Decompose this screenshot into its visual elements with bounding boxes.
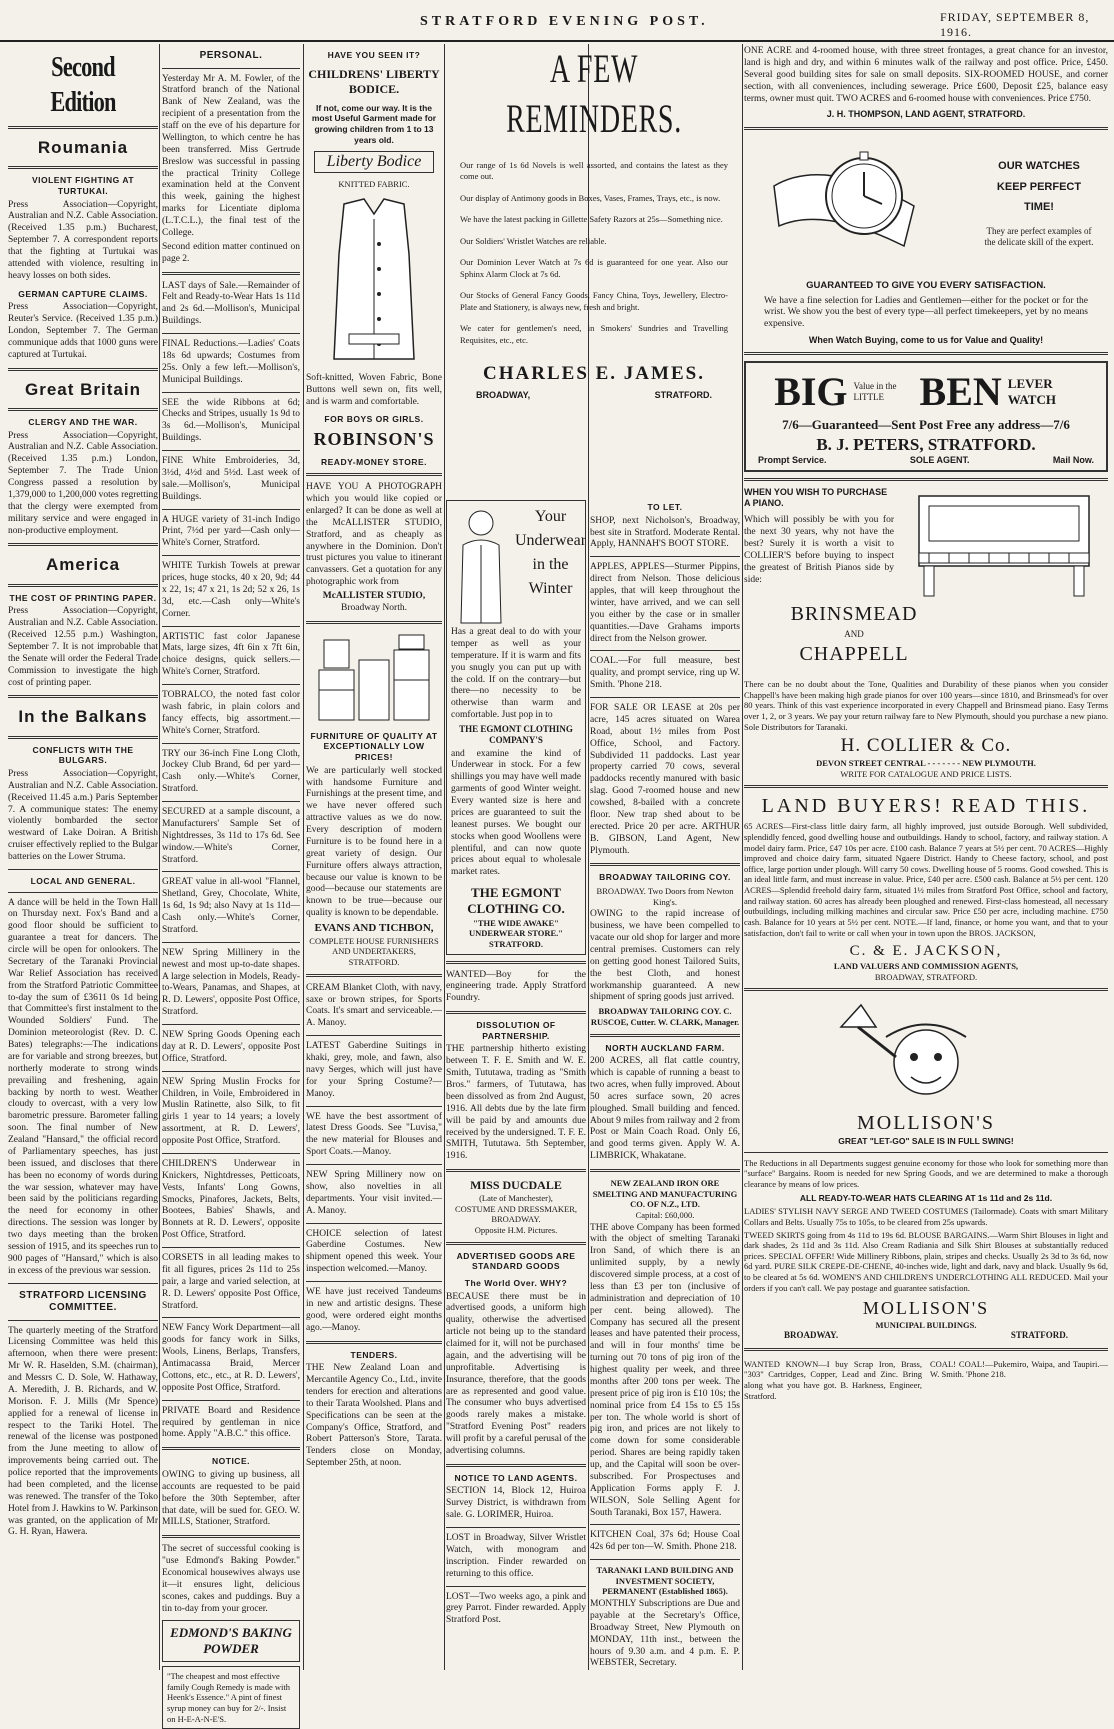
watch-footer: When Watch Buying, come to us for Value and Quality!	[808, 335, 1044, 346]
iron-ore-text: THE above Company has been formed with the object of smelting Taranaki Iron Sand, of which there is an unlimited supply, by a newly discovered simple process, at a cost of less than £3 per ton (inclusive of administration and depreciation of 10 per cent. being allowed). The Company has secured all the present leases and have patented their process, and will in four months' time be turning out 70 tons of pig iron of the highest quality per week, and three months after 200 tons per week. The present price of pig iron is £10 10s; the nominal price from £4 15s to £5 15s per ton. The whole world is short of pig iron, and prices are not likely to come down for some considerable period. Shares are being rapidly taken up, and the Capital will soon be over-subscribed. For Prospectuses and Application Forms apply F. J. WILSON, Sole Selling Agent for South Taranaki, Box 157, Hawera.	[590, 1222, 740, 1518]
column-classifieds	[590, 496, 740, 1670]
land-buyers-text: 65 ACRES—First-class little dairy farm, all highly improved, just outside Borough. Well subdivided, splendidly fenced, good dwelling house and outbuildings. Handy to school, factory, and railway station. A model dairy farm. Price, £47 10s per acre. £100 cash. Balance 7 years at 5½ per cent. 70 ACRES—Highly improved and choice dairy farm, situated Ngaere District. Handy to Cheese factory, school, and post office, large portion under plough. Will carry 50 cows. Dwelling house of 5 rooms. Good cowshed. This is an ideal little farm, and must increase in value. Price, £40 per acre. £500 cash. Balance at 5½ per cent. 120 ACRES—Splendid freehold dairy farm, situated 1½ miles from Stratford Post Office, school and factory, and railway station. 60 acres has already been ploughed and renewed. First-class homestead, all necessary outbuildings, including milking machines and circular saw. Price £50 per acre, including machine. £750 cash. Balance for 10 years at 5½ per cent. NOTE.—If land, finance, or home you want, and that to your satisfaction, don't fail to write or call when your in town upon the BROS. JACKSON,	[744, 821, 1108, 938]
divider	[446, 1169, 586, 1172]
divider	[744, 988, 1108, 991]
jackson-trade: LAND VALUERS AND COMMISSION AGENTS,	[833, 960, 1019, 971]
divider	[162, 68, 300, 69]
classified-ad: PRIVATE Board and Residence required by gentleman in nice home. Apply "A.B.C." this office.	[162, 1405, 300, 1440]
divider	[590, 650, 740, 651]
big-ben-footer	[750, 455, 1102, 466]
classified-ad: FINE White Embroideries, 3d, 3½d, 4½d and 5½d. Last week of sale.—Mollison's, Municipal Buildings.	[162, 456, 300, 502]
second-edition-note: Second edition matter continued on page 2.	[162, 241, 300, 264]
divider	[744, 478, 1108, 481]
classified-ad: TRY our 36-inch Fine Long Cloth, Jockey Club Brand, 6d per yard—Cash only.—White's Corner, Stratford.	[162, 748, 300, 795]
liberty-bodice-heading: CHILDRENS' LIBERTY BODICE.	[308, 66, 440, 96]
liberty-bodice-body: Soft-knitted, Woven Fabric, Bone Buttons well sewn on, fits well, and is warm and comfortable.	[306, 372, 442, 407]
tailoring-location: BROADWAY. Two Doors from Newton King's.	[596, 886, 734, 907]
piano-ad	[744, 487, 1108, 677]
paper-headline: THE COST OF PRINTING PAPER.	[9, 592, 157, 603]
ducdale-address: BROADWAY.	[491, 1214, 541, 1225]
big-ben-ad	[744, 361, 1108, 472]
roumania-heading: Roumania	[37, 138, 129, 157]
classified-ad: NEW Spring Muslin Frocks for Children, in Voile, Embroidered in Muslin Ratinette, also Silk, to fit girls 1 year to 14 years; a lovely assortment, at R. D. Lewers', opposite Post Office, Stratford.	[162, 1076, 300, 1146]
to-let-text: SHOP, next Nicholson's, Broadway, best site in Stratford. Moderate Rental. Apply, HANNAH'S BOOT STORE.	[590, 515, 740, 550]
america-heading: America	[45, 555, 121, 575]
jackson-address: BROADWAY, STRATFORD.	[874, 971, 978, 982]
lever-watch: LEVER WATCH	[1007, 376, 1056, 408]
lost-parrot: LOST—Two weeks ago, a pink and grey Parrot. Finder rewarded. Apply Stratford Post.	[446, 1591, 586, 1626]
divider	[590, 863, 740, 866]
reminders-heading: A FEW REMINDERS.	[506, 46, 682, 141]
piano-body: There can be no doubt about the Tone, Qualities and Durability of these pianos when you consider Chappell's have been making high grade pianos for over 100 years—since 1810, and Brinsmead's for over 80 years. Think of this vast experience incorporated in every Chappell and Brinsmead piano. Easy Terms over 1, 2, or 3 years. We pay your return railway fare to New Plymouth, should you purchase a new piano. Sole Distributors for Taranaki.	[744, 679, 1108, 732]
wanted-scrap: WANTED KNOWN—I buy Scrap Iron, Brass, "303" Cartridges, Copper, Lead and Zinc. Bring along what you have got. B. Harkness, Engineer, Stratford.	[744, 1358, 922, 1401]
divider	[744, 127, 1108, 130]
coal-ad: COAL.—For full measure, best quality, and prompt service, ring up W. Smith. 'Phone 218.	[590, 656, 740, 691]
classified-ad: A HUGE variety of 31-inch Indigo Print, 7½d per yard—Cash only—White's Corner, Stratford.	[162, 514, 300, 549]
land-buyers-heading: LAND BUYERS! READ THIS.	[761, 795, 1091, 818]
divider	[446, 1242, 586, 1245]
james-stratford: STRATFORD.	[654, 389, 712, 400]
manoy-ad: NEW Spring Millinery now on show, also novelties in all departments. Your visit invited.—A. Manoy.	[306, 1170, 442, 1216]
mollisons-buildings: MUNICIPAL BUILDINGS.	[875, 1319, 977, 1330]
divider	[8, 126, 158, 129]
manoy-ad: WE have just received Tandeums in new and artistic designs. These good, were ordered eight months ago.—Manoy.	[306, 1287, 442, 1333]
taranaki-society-heading: TARANAKI LAND BUILDING AND INVESTMENT SOCIETY, PERMANENT (Established 1865).	[596, 1565, 734, 1597]
divider	[744, 1348, 1108, 1351]
iron-ore-heading: NEW ZEALAND IRON ORE SMELTING AND MANUFACTURING CO. OF N.Z., LTD.	[592, 1178, 738, 1210]
bodice-illustration	[319, 194, 429, 369]
column-personal	[162, 44, 300, 1724]
liberty-trade: KNITTED FABRIC.	[338, 179, 410, 190]
ducdale-trade: COSTUME AND DRESSMAKER,	[454, 1203, 578, 1214]
james-address	[446, 386, 742, 405]
mollisons-text: The Reductions in all Departments suggest genuine economy for those who look for something more than "surface" Bargains. Room is needed for new Spring Goods, and we are determined to make a thorough clearance by means of low prices.	[744, 1157, 1108, 1189]
capture-headline: GERMAN CAPTURE CLAIMS.	[18, 288, 148, 299]
robinson-store: READY-MONEY STORE.	[321, 456, 427, 467]
newspaper-title: STRATFORD EVENING POST.	[420, 14, 709, 29]
reminder-item: Our Stocks of General Fancy Goods, Fancy China, Toys, Jewellery, Electro-Plate and Stationery, is always new, fresh and bright.	[460, 290, 728, 312]
underwear-title: Your Underwear in the Winter	[515, 508, 587, 597]
tailoring-text: OWING to the rapid increase of business, we have been compelled to vacate our old shop for larger and more central premises. Customers can rely on getting good honest Tailored Suits, the best Cloth, and honest workmanship guaranteed. A new shipment of spring goods just arrived.	[590, 909, 740, 1003]
ducdale-opposite: Opposite H.M. Pictures.	[474, 1225, 558, 1235]
coal-poles: COAL! COAL!—Pukemiro, Waipa, and Taupiri.—W. Smith. 'Phone 218.	[930, 1358, 1108, 1380]
divider	[8, 368, 158, 371]
local-general-headline: LOCAL AND GENERAL.	[30, 875, 136, 886]
divider	[446, 1011, 586, 1014]
edmonds-logo: EDMOND'S BAKING POWDER	[162, 1620, 300, 1663]
column-egmont	[446, 496, 586, 1670]
reminder-item: We have the latest packing in Gillette Safety Razors at 25s—Something nice.	[460, 214, 723, 225]
divider	[162, 1535, 300, 1538]
notice-heading: NOTICE.	[212, 1456, 250, 1467]
divider	[590, 1524, 740, 1525]
divider	[590, 697, 740, 698]
big-word: BIG	[774, 369, 848, 415]
egmont-text: and examine the kind of Underwear in stock. For a few shillings you may have well made garments of good Winter weight. Every wanted size is here and prices are guaranteed to suit the leanest purses. We bought our stocks when good Woollens were plentiful, and can now quote prices about equal to wholesale market rates.	[451, 748, 581, 878]
divider	[8, 695, 158, 698]
peters-name: B. J. PETERS, STRATFORD.	[816, 434, 1036, 454]
photo-ad-text: HAVE YOU A PHOTOGRAPH which you would like copied or enlarged? It can be done as well at the McALLISTER STUDIO, Stratford, and as cheaply as anywhere in the Dominion. Don't trust pictures you value to itinerant canvassers. Get a quotation for any photographic work from	[306, 482, 442, 588]
advertised-goods-text: BECAUSE there must be in advertised goods, a uniform high quality, otherwise the advertised article not being up to the standard claimed for it, will not be purchased again, and the advertising will be unprofitable. Advertising is Insurance, therefore, that the goods are as represented and good value. The consumer who buys advertised goods rarely makes a mistake. "Stratford Evening Post" readers will profit by a careful perusal of the advertising columns.	[446, 1291, 586, 1456]
licensing-headline: STRATFORD LICENSING COMMITTEE.	[19, 1289, 147, 1313]
boys-girls: FOR BOYS OR GIRLS.	[324, 414, 424, 425]
brinsmead: BRINSMEAD	[790, 603, 918, 626]
watch-heading: OUR WATCHES KEEP PERFECT TIME!	[996, 159, 1082, 214]
divider	[590, 1034, 740, 1037]
sole-agent: SOLE AGENT.	[909, 454, 970, 465]
liberty-bodice-logo: Liberty Bodice	[314, 151, 434, 173]
divider	[8, 408, 158, 411]
mollisons-hats: ALL READY-TO-WEAR HATS CLEARING AT 1s 11d and 2s 11d.	[799, 1192, 1053, 1203]
egmont-slogan: "THE WIDE AWAKE" UNDERWEAR STORE." STRATFORD.	[468, 917, 563, 949]
collier-catalogue: WRITE FOR CATALOGUE AND PRICE LISTS.	[840, 768, 1012, 779]
mcallister-studio: McALLISTER STUDIO,	[322, 591, 426, 601]
classified-ad: CORSETS in all leading makes to fit all figures, prices 2s 11d to 25s pair, a large and varied selection, at R. D. Lewers' opposite Post Office, Stratford.	[162, 1253, 300, 1311]
underwear-ad	[446, 500, 586, 955]
licensing-text: The quarterly meeting of the Stratford Licensing Committee was held this afternoon, when there were present: Mr W. R. Haselden, S.M. (chairman), and Messrs C. D. Sole, W. Hathaway, A. Meredith, J. B. Richards, and W. Morison. F. J. Mills (Mr Spence) applied for a renewal of license in respect to the Tariki Hotel. The renewal of the license was postponed from the June meeting to allow of improvements being carried out. The police reported that the improvements had been completed, and the license was renewed. The transfer of the Toko Hotel from J. Hawkins to W. Parkinson was granted, on the application of Mr G. H. Ryan, Hawera.	[8, 1325, 158, 1538]
classified-ad: LAST days of Sale.—Remainder of Felt and Ready-to-Wear Hats 1s 11d and 2s 6d.—Mollison's, Municipal Buildings.	[162, 280, 300, 327]
bell-ringer-illustration	[816, 997, 1036, 1107]
second-edition-heading: Second Edition	[50, 52, 116, 118]
collier-address: DEVON STREET CENTRAL - - - - - - - NEW PLYMOUTH.	[816, 758, 1036, 768]
mollisons-sale: GREAT "LET-GO" SALE IS IN FULL SWING!	[838, 1136, 1014, 1147]
furniture-headline: FURNITURE OF QUALITY AT EXCEPTIONALLY LOW PRICES!	[310, 730, 438, 762]
masthead	[0, 0, 1114, 42]
divider	[744, 1152, 1108, 1153]
divider	[446, 1527, 586, 1528]
ducdale-name: MISS DUCDALE	[470, 1178, 562, 1193]
divider	[306, 1341, 442, 1344]
divider	[8, 892, 158, 893]
land-notice-text: SECTION 14, Block 12, Huiroa Survey District, is withdrawn from sale. G. LORIMER, Huiroa.	[446, 1486, 586, 1521]
collier-name: H. COLLIER & Co.	[840, 735, 1012, 757]
column-rule	[444, 44, 445, 1670]
clergy-text: Press Association—Copyright, Australian and N.Z. Cable Association. (Received 1.35 p.m.) London, September 7. The Trade Union Congress passed a resolution by 1,379,000 to 1,200,000 votes regretting that the clergy were exempted from military service and were engaged in non-productive employment.	[8, 430, 158, 536]
reminders-list	[446, 144, 742, 362]
divider	[446, 1586, 586, 1587]
evans-town: STRATFORD.	[348, 957, 400, 967]
advertised-goods-sub: The World Over. WHY?	[464, 1277, 568, 1288]
farm-listings: ONE ACRE and 4-roomed house, with three street frontages, a great chance for an investor, land is high and dry, and within 6 minutes walk of the railway and post office. Price, £450. Several good building sites for sale on small deposits. SIX-ROOMED HOUSE, and corner section, with all conveniences, including sewerage. Price £600, Deposit £25, balance easy terms, owner must quit. TWO ACRES and 6-roomed house with conveniences. Price £750.	[744, 46, 1108, 104]
turtukai-text: Press Association—Copyright, Australian and N.Z. Cable Association. (Received 1.35 p.m.) Bucharest, September 7. A correspondent reports that the fighting at Turtukai was attended with violence, resulting in heavy losses on both sides.	[8, 199, 158, 281]
manoy-ad: LATEST Gaberdine Suitings in khaki, grey, mole, and fawn, also navy Serges, which will just have for your Spring Costume?—Manoy.	[306, 1041, 442, 1099]
divider	[446, 1464, 586, 1467]
column-rule	[303, 44, 304, 1670]
underwear-text: Has a great deal to do with your temper as well as your temperature. If it is warm and fits you snugly you can put up with the cold. If on the contrary—but there—no necessity to be otherwise than warm and comfortable. Just pop in to	[451, 627, 581, 721]
thompson-agent: J. H. THOMPSON, LAND AGENT, STRATFORD.	[826, 109, 1026, 120]
classified-ad: SEE the wide Ribbons at 6d; Checks and Stripes, usually 1s 9d to 3s 6d.—Mollison's, Municipal Buildings.	[162, 397, 300, 444]
classified-ad: CHILDREN'S Underwear in Knickers, Nightdresses, Petticoats, Vests, Infants' Long Gowns, Smocks, Pinafores, Jackets, Belts, Bootees, Babies' Shawls, and Bonnets at R. D. Lewers', opposite Post Office, Stratford.	[162, 1158, 300, 1241]
ducdale-origin: (Late of Manchester),	[479, 1193, 553, 1204]
classified-ad: TOBRALCO, the noted fast color wash fabric, in plain colors and fancy effects, big assortment.—White's Corner, Stratford.	[162, 690, 300, 736]
seen-it-heading: HAVE YOU SEEN IT?	[327, 50, 421, 60]
watch-skill: They are perfect examples of the delicate skill of the expert.	[984, 225, 1094, 247]
mollisons-broadway: BROADWAY.	[784, 1330, 839, 1341]
watch-body: We have a fine selection for Ladies and Gentlemen—either for the pocket or for the wrist. We show you the best of every type—all perfect timekeepers, yet by no means expensive.	[764, 295, 1088, 330]
personal-heading: PERSONAL.	[199, 50, 263, 61]
dissolution-text: THE partnership hitherto existing between T. F. E. Smith and W. E. Smith, Tututawa, trading as "Smith Bros." farmers, of Tututawa, has been dissolved as from 2nd August, 1916. All debts due by the late firm will be paid by and amounts due received by the undersigned. T. F. E. SMITH, Tututawa. 5th September, 1916.	[446, 1044, 586, 1162]
charles-james: CHARLES E. JAMES.	[483, 363, 705, 385]
prompt-service: Prompt Service.	[758, 454, 827, 465]
wristwatch-illustration	[764, 146, 954, 266]
classified-ad: NEW Spring Millinery in the newest and most up-to-date shapes. A large selection in Models, Ready-to-Wears, Panamas, and Shapes, at R. D. Lewers', opposite Post Office, Stratford.	[162, 947, 300, 1018]
big-ben-price: 7/6—Guaranteed—Sent Post Free any address—7/6	[782, 417, 1070, 433]
divider	[8, 166, 158, 169]
divider	[590, 1559, 740, 1560]
mollisons-footer-name: MOLLISON'S	[862, 1298, 990, 1319]
piano-text: Which will possibly be with you for the next 30 years, why not have the best? Surely it is worth a visit to COLLIER'S before buying to inspect the greatest of British Pianos side by side:	[744, 515, 894, 585]
wanted-boy: WANTED—Boy for the engineering trade. Apply Stratford Foundry.	[446, 969, 586, 1004]
classified-ads	[162, 281, 300, 1442]
mcallister-address: Broadway North.	[341, 602, 407, 613]
bottom-classifieds	[744, 1357, 1108, 1404]
mollisons-stratford: STRATFORD.	[1010, 1330, 1068, 1341]
dissolution-heading: DISSOLUTION OF PARTNERSHIP.	[476, 1020, 556, 1041]
clergy-headline: CLERGY AND THE WAR.	[28, 416, 138, 427]
watch-guarantee: GUARANTEED TO GIVE YOU EVERY SATISFACTION.	[806, 279, 1046, 291]
for-sale-ad: FOR SALE OR LEASE at 20s per acre, 145 acres situated on Warea Road, about 1½ miles from Post Office, School, and Factory. Subdivided 11 paddocks. Last year property carried 70 cows, several paddocks recently manured with basic slag. Good 7-roomed house and new cowshed, 8-bailed with a concrete floor. New trap shed about to be erected. Price 20 per acre. ARTHUR B. GIBSON, Land Agent, New Plymouth.	[590, 703, 740, 856]
reminder-item: Our Soldiers' Wristlet Watches are reliable.	[460, 235, 607, 246]
to-let-heading: TO LET.	[647, 502, 683, 512]
north-auckland-text: 200 ACRES, all flat cattle country, which is capable of running a beast to two acres, when fully improved. About 50 acres surface sown, 20 acres ploughed. Small building and fenced. About 9 miles from railway and 2 from Post or Main Coach Road. Only £6, and good terms given. Apply W. A. LIMBRICK, Whakatane.	[590, 1056, 740, 1162]
ben-word: BEN	[919, 369, 1002, 415]
classified-ad: NEW Spring Goods Opening each day at R. D. Lewers', opposite Post Office, Stratford.	[162, 1030, 300, 1064]
turtukai-headline: VIOLENT FIGHTING AT TURTUKAI.	[31, 175, 135, 196]
cough-remedy-ad: "The cheapest and most effective family Cough Remedy is made with Heenk's Essence." A pint of finest syrup money can buy for 2/-. Insist on H-E-A-N-E'S.	[162, 1666, 300, 1729]
great-britain-heading: Great Britain	[25, 379, 141, 399]
evans-tichbon: EVANS AND TICHBON,	[314, 922, 434, 934]
column-display-ads	[744, 44, 1108, 1670]
classified-ad: ARTISTIC fast color Japanese Mats, large sizes, 4ft 6in x 7ft 6in, choice designs, quick sellers.—White's Corner, Stratford.	[162, 631, 300, 678]
divider	[590, 1169, 740, 1172]
capture-text: Press Association—Copyright, Reuter's Service. (Received 1.35 p.m.) London, September 7. The German communique adds that 1000 guns were captured at Turtukai.	[8, 302, 158, 360]
taranaki-society-text: MONTHLY Subscriptions are Due and payable at the Secretary's Office, Broadway Street, New Plymouth on MONDAY, 11th inst., between the hours of 9.30 a.m. and 4 p.m. E. P. WEBSTER, Secretary.	[590, 1599, 740, 1669]
manoy-ad: CREAM Blanket Cloth, with navy, saxe or brown stripes, for Sports Coats. It's smart and serviceable.—A. Manoy.	[306, 982, 442, 1029]
furniture-text: We are particularly well stocked with handsome Furniture and Furnishings at the present time, and we have never offered such attractive values as we do now. Every description of modern Furniture is to be found here in a great variety of design. Our Furniture offers always attraction, because our value is known to be good—because our statements are known to be true—because our quality is known to be dependable.	[306, 765, 442, 919]
bulgars-text: Press Association—Copyright, Australian and N.Z. Cable Association. (Received 11.45 a.m.) Paris September 7. A communique states: The enemy violently bombarded the sector westward of Lake Doiran. A British cruiser effectively replied to the Bulgar batteries on the Lower Struma.	[8, 768, 158, 862]
divider	[8, 1320, 158, 1321]
reminder-item: We cater for gentlemen's need, in Smokers' Sundries and Travelling Requisites, etc., etc.	[460, 323, 728, 345]
tailoring-heading: BROADWAY TAILORING COY.	[599, 872, 731, 883]
james-broadway: BROADWAY,	[476, 389, 531, 400]
and-word: AND	[844, 629, 864, 640]
mollisons-heading: MOLLISON'S	[856, 1112, 996, 1135]
classified-ad: NEW Fancy Work Department—all goods for fancy work in Silks, Wools, Linens, Berlaps, Transfers, Antimacassa Braid, Mercer Cottons, etc., etc., at R. D. Lewers', opposite Post Office, Stratford.	[162, 1323, 300, 1393]
divider	[8, 736, 158, 739]
notice-text: OWING to giving up business, all accounts are requested to be paid before the 30th September, after that date, will be sued for. GEO. W. MILLS, Stationer, Stratford.	[162, 1469, 300, 1528]
balkans-heading: In the Balkans	[18, 707, 148, 727]
furniture-illustration	[314, 630, 434, 725]
paper-text: Press Association—Copyright, Australian and N.Z. Cable Association. (Received 12.55 p.m.) Washington, September 7. It is not improbable that the Senate will order the Federal Trade Commission to investigate the high cost of printing paper.	[8, 606, 158, 688]
manoy-ad: CHOICE selection of latest Gaberdine Costumes. New shipment opened this week. Your inspection welcomed.—Manoy.	[306, 1228, 442, 1275]
divider	[162, 1447, 300, 1450]
column-rule	[742, 44, 743, 1670]
edmonds-text: The secret of successful cooking is "use Edmond's Baking Powder." Economical housewives always use it—it ensures light, delicious scones, cakes and puddings. Buy a tin to-day from your grocer.	[162, 1544, 300, 1614]
man-illustration	[451, 505, 511, 625]
classified-ad: SECURED at a sample discount, a Manufacturers' Sample Set of Nightdresses, 3s 11d to 17s 6d. See window.—White's Corner, Stratford.	[162, 807, 300, 865]
reminder-item: Our display of Antimony goods in Boxes, Vases, Frames, Trays, etc., is now.	[460, 192, 721, 203]
land-notice-heading: NOTICE TO LAND AGENTS.	[454, 1472, 578, 1483]
mollisons-location	[744, 1330, 1108, 1341]
tenders-heading: TENDERS.	[350, 1349, 398, 1360]
egmont-logo: THE EGMONT CLOTHING CO.	[467, 885, 565, 917]
divider	[162, 272, 300, 275]
classified-ad: GREAT value in all-wool "Flannel, Shetland, Grey, Chocolate, White, 1s 6d, 1s 9d; also Navy at 1s 11d—Cash only.—White's Corner, Stratford.	[162, 877, 300, 935]
local-general-text: A dance will be held in the Town Hall on Thursday next. Fox's Band and a good floor should be sufficient to guarantee a treat for dancers. The circle will be open for onlookers. The Secretary of the Taranaki Provincial War Relief Association has received from the Stratford Patriotic Committee to-day the sum of £3611 0s 1d being that Committee's first instalment to the Wounded Soldiers' Fund. The Dominion meteorologist (Rev. D. C. Bates) telegraphs:—The indications are for variable and strong breezes, but northerly moderate to strong winds prevailing and freshening, again backing by north to west. Weather cloudy to overcast, with a very low barometric pressure. Barometer falling soon. The final number of New Zealand "Hansard," the official record of Parliamentary speeches, has just been issued, and discloses that there has been no economy of words during the war session, whatever may have been said by the politicians regarding the need for economy in other directions. The session was longer by two days meeting than the broken session of 1915, and its speeches run to 900 pages of "Hansard," which is also in excess of the previous war session.	[8, 897, 158, 1276]
piano-heading: WHEN YOU WISH TO PURCHASE A PIANO.	[744, 487, 888, 509]
divider	[744, 352, 1108, 355]
apples-ad: APPLES, APPLES—Sturmer Pippins, direct from Nelson. Those delicious apples, that will keep throughout the winter, have arrived, and we can sell you either by the case or in smaller quantities.—Dave Grahams imports direct from the Nelson grower.	[590, 562, 740, 644]
lost-watch: LOST in Broadway, Silver Wristlet Watch, with monogram and inscription. Finder rewarded on returning to this office.	[446, 1533, 586, 1579]
divider	[8, 543, 158, 546]
piano-illustration	[909, 491, 1099, 601]
divider	[8, 1283, 158, 1284]
tailoring-signature: BROADWAY TAILORING COY. C. RUSCOE, Cutter. W. CLARK, Manager.	[590, 1006, 740, 1027]
column-ads-a	[306, 44, 442, 1670]
classified-ad: WHITE Turkish Towels at prewar prices, huge stocks, 40 x 20, 9d; 44 x 22, 1s; 47 x 21, 1s 2d; 52 x 26, 1s 3d, etc.—Cash only—White's Corner.	[162, 561, 300, 619]
reminder-item: Our Dominion Lever Watch at 7s 6d is guaranteed for one year. Also our Sphinx Alarm Clock at 7s 6d.	[460, 257, 728, 279]
north-auckland-heading: NORTH AUCKLAND FARM.	[605, 1042, 725, 1053]
divider	[306, 974, 442, 977]
divider	[744, 785, 1108, 788]
iron-ore-capital: Capital: £60,000.	[635, 1209, 695, 1220]
personal-text: Yesterday Mr A. M. Fowler, of the Stratford branch of the National Bank of New Zealand, was the recipient of a presentation from the staff on the eve of his departure for Wellington, to which centre he has been transferred. Miss Gertrude Breslow was successful in passing the practical Trinity College examination held at the Convent this week, gaining the highest marks for Licentiate diploma (L.T.C.L.), the final test of the College.	[162, 73, 300, 238]
big-ben-value: Value in the LITTLE	[853, 381, 897, 403]
mail-now: Mail Now.	[1052, 454, 1094, 465]
mollisons-costumes: LADIES' STYLISH NAVY SERGE AND TWEED COSTUMES (Tailormade). Coats with smart Military Collars and Belts. Usually 75s to 105s, to be cleared from 25s upwards.	[744, 1206, 1108, 1227]
manoy-ad: WE have the best assortment of latest Dress Goods. See "Luvisa," the new material for Blouses and Sport Coats.—Manoy.	[306, 1111, 442, 1158]
kitchen-coal-ad: KITCHEN Coal, 37s 6d; House Coal 42s 6d per ton—W. Smith. Phone 218.	[590, 1530, 740, 1553]
evans-trade: COMPLETE HOUSE FURNISHERS AND UNDERTAKERS,	[309, 935, 439, 957]
advertised-goods-heading: ADVERTISED GOODS ARE STANDARD GOODS	[456, 1250, 576, 1272]
reminder-item: Our range of 1s 6d Novels is well assorted, and contains the latest as they come out.	[460, 160, 728, 182]
watch-ad	[744, 136, 1108, 276]
bulgars-headline: CONFLICTS WITH THE BULGARS.	[32, 744, 134, 766]
egmont-company: THE EGMONT CLOTHING COMPANY'S	[459, 724, 573, 746]
column-news	[8, 44, 158, 1670]
mollisons-skirts: TWEED SKIRTS going from 4s 11d to 19s 6d. BLOUSE BARGAINS.—Warm Shirt Blouses in light and dark shades, 2s 11d and 3s 11d. Also Cream Radiania and Silk Shirt Blouses at substantially reduced prices. SPECIAL OFFER! Wide Millinery Ribbons, plain, stripes and checks. Usually 2s 3d to 3s 6d, now 6d yard. PURE SILK CREPE-DE-CHENE, 40-inches wide, light and dark, navy and black. Usually 9s 6d, to be cleared at 5s 6d. WOMEN'S AND CHILDREN'S UNDERCLOTHING ALL REDUCED. Mail your orders if you can't call. We pay postage and guarantee satisfaction.	[744, 1229, 1108, 1293]
issue-date: FRIDAY, SEPTEMBER 8, 1916.	[940, 10, 1090, 39]
jackson-name: C. & E. JACKSON,	[849, 943, 1003, 960]
tenders-text: THE New Zealand Loan and Mercantile Agency Co., Ltd., invite tenders for erection and alterations to their Tarata Woolshed. Plans and Specifications can be seen at the Company's Office, Stratford, and Robert Patterson's Store, Tarata. Tenders close on Monday, September 25th, at noon.	[306, 1363, 442, 1469]
divider	[590, 556, 740, 557]
classified-ad: FINAL Reductions.—Ladies' Coats 18s 6d upwards; Costumes from 25s. Only a few left.—Mollison's, Municipal Buildings.	[162, 339, 300, 385]
divider	[306, 473, 442, 476]
divider	[306, 621, 442, 624]
divider	[8, 869, 158, 870]
chappell: CHAPPELL	[799, 643, 909, 666]
robinson-name: ROBINSON'S	[313, 429, 435, 449]
column-rule	[159, 44, 160, 1670]
divider	[446, 961, 586, 964]
liberty-bodice-intro: If not, come our way. It is the most Useful Garment made for growing children from 1 to 13 years old.	[311, 102, 437, 145]
divider	[8, 584, 158, 587]
